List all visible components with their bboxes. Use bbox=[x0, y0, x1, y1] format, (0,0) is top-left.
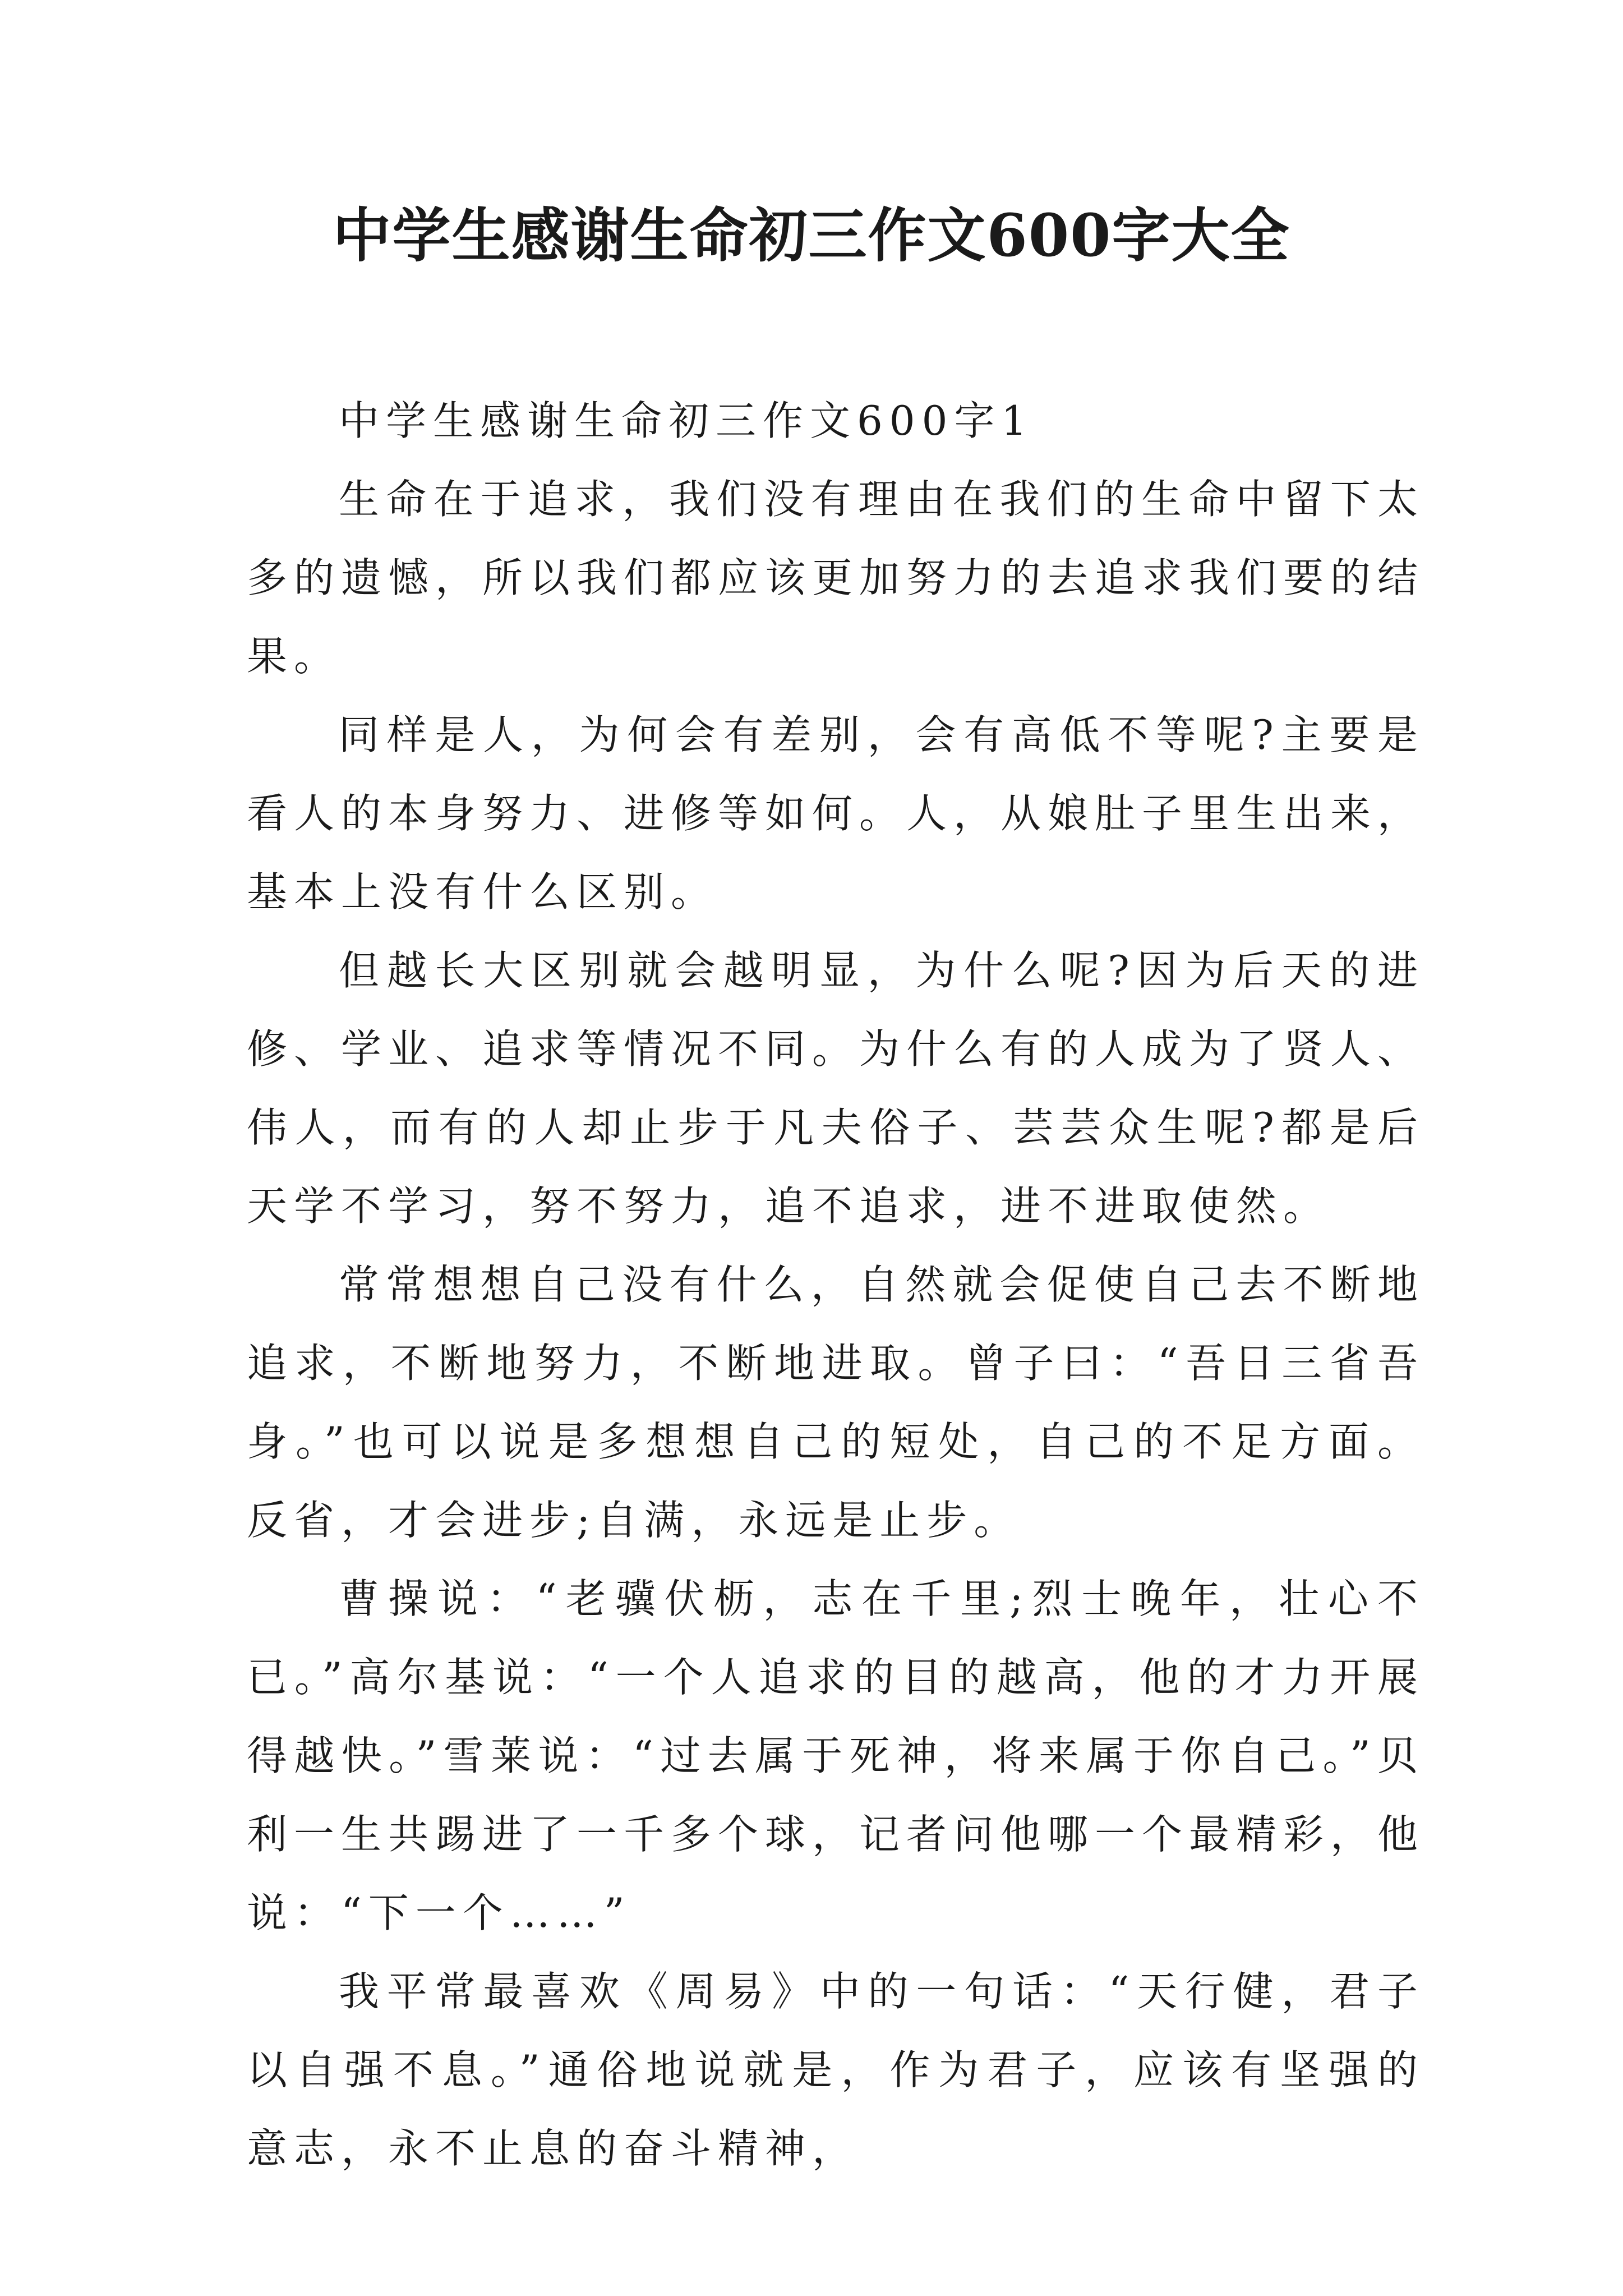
document-body bbox=[247, 381, 1424, 2188]
subheading: 中学生感谢生命初三作文600字1 bbox=[339, 397, 1034, 444]
paragraph: 同样是人，为何会有差别，会有高低不等呢?主要是看人的本身努力、进修等如何。人，从娘肚子里生出来，基本上没有什么区别。 bbox=[247, 711, 1425, 915]
document-title: 中学生感谢生命初三作文600字大全 bbox=[333, 201, 1290, 270]
paragraph: 生命在于追求，我们没有理由在我们的生命中留下太多的遗憾，所以我们都应该更加努力的去追求我们要的结果。 bbox=[247, 476, 1425, 680]
paragraph: 我平常最喜欢《周易》中的一句话：“天行健，君子以自强不息。”通俗地说就是，作为君子，应该有坚强的意志，永不止息的奋斗精神， bbox=[247, 1968, 1424, 2172]
paragraph: 曹操说：“老骥伏枥，志在千里;烈士晚年，壮心不已。”高尔基说：“一个人追求的目的越高，他的才力开展得越快。”雪莱说：“过去属于死神，将来属于你自己。”贝利一生共踢进了一千多个球，记者问他哪一个最精彩，他说：“下一个……” bbox=[247, 1575, 1425, 1936]
paragraph: 但越长大区别就会越明显，为什么呢?因为后天的进修、学业、追求等情况不同。为什么有的人成为了贤人、伟人，而有的人却止步于凡夫俗子、芸芸众生呢?都是后天学不学习，努不努力，追不追求，进不进取使然。 bbox=[247, 947, 1425, 1230]
paragraph: 常常想想自己没有什么，自然就会促使自己去不断地追求，不断地努力，不断地进取。曾子曰：“吾日三省吾身。”也可以说是多想想自己的短处，自己的不足方面。反省，才会进步;自满，永远是止步。 bbox=[247, 1261, 1424, 1544]
